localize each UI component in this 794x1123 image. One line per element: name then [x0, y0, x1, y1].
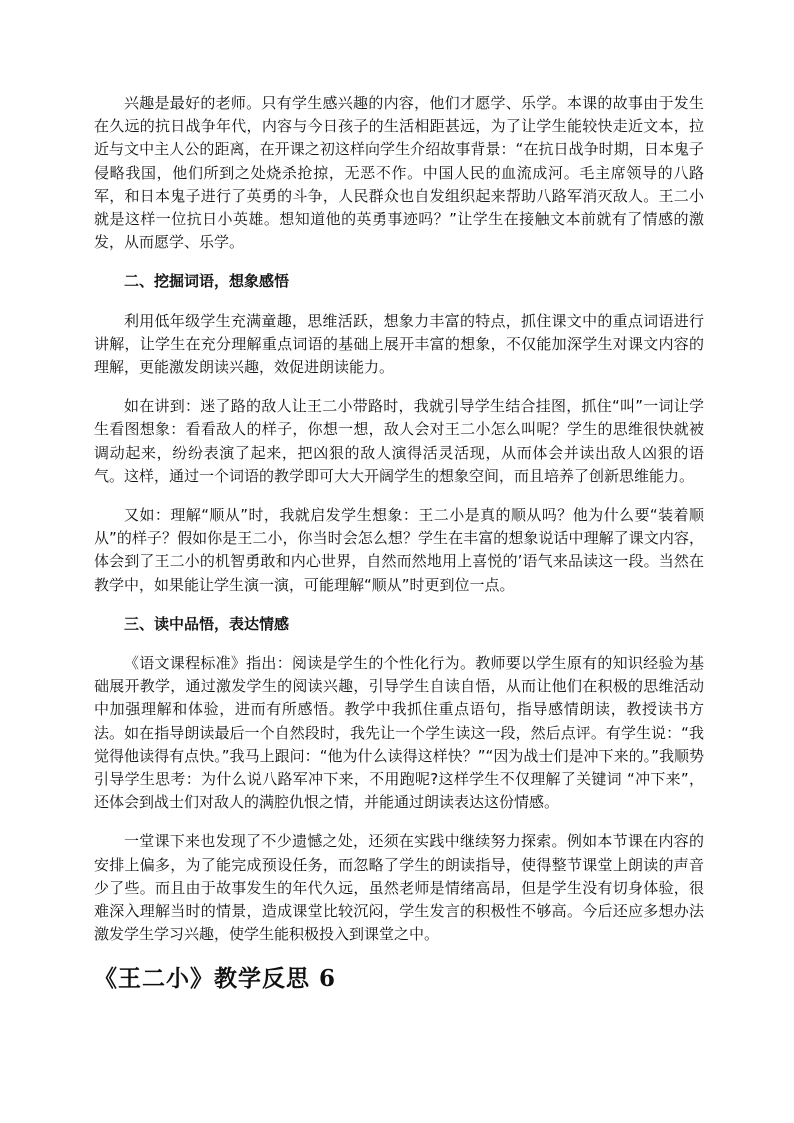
- paragraph-reading: 《语文课程标准》指出：阅读是学生的个性化行为。教师要以学生原有的知识经验为基础展开教学，通过激发学生的阅读兴趣，引导学生自读自悟，从而让他们在积极的思维活动中加强理解和体验，进而有所感悟。教学中我抓住重点语句，指导感情朗读，教授读书方法。如在指导朗读最后一个自然段时，我先让一个学生读这一段，然后点评。有学生说：“我觉得他读得有点快。”我马上跟问：“他为什么读得这样快？”“因为战士们是冲下来的。”我顺势引导学生思考：为什么说八路军冲下来，不用跑呢?这样学生不仅理解了关键词 “冲下来”，还体会到战士们对敌人的满腔仇恨之情，并能通过朗读表达这份情感。: [94, 654, 704, 812]
- section-heading-3: 三、读中品悟，表达情感: [124, 614, 290, 633]
- paragraph-example-obey: 又如：理解“顺从”时，我就启发学生想象：王二小是真的顺从吗？他为什么要“装着顺从”的样子？假如你是王二小，你当时会怎么想？学生在丰富的想象说话中理解了课文内容，体会到了王二小的机智勇敢和内心世界，自然而然地用上喜悦的’语气来品读这一段。当然在教学中，如果能让学生演一演，可能理解“顺从”时更到位一点。: [94, 506, 704, 594]
- paragraph-example-call: 如在讲到：迷了路的敌人让王二小带路时，我就引导学生结合挂图，抓住“叫”一词让学生看图想象：看看敌人的样子，你想一想，敌人会对王二小怎么叫呢？学生的思维很快就被调动起来，纷纷表演了起来，把凶狠的敌人演得活灵活现，从而体会并读出敌人凶狠的语气。这样，通过一个词语的教学即可大大开阔学生的想象空间，而且培养了创新思维能力。: [94, 397, 704, 485]
- section-heading-2: 二、挖掘词语，想象感悟: [124, 272, 290, 291]
- document-page: [94, 92, 704, 995]
- next-section-title: 《王二小》教学反思 6: [94, 964, 337, 992]
- paragraph-vocabulary: 利用低年级学生充满童趣，思维活跃，想象力丰富的特点，抓住课文中的重点词语进行讲解，让学生在充分理解重点词语的基础上展开丰富的想象，不仅能加深学生对课文内容的理解，更能激发朗读兴趣，效促进朗读能力。: [94, 311, 704, 377]
- paragraph-interest: 兴趣是最好的老师。只有学生感兴趣的内容，他们才愿学、乐学。本课的故事由于发生在久远的抗日战争年代，内容与今日孩子的生活相距甚远，为了让学生能较快走近文本，拉近与文中主人公的距离，在开课之初这样向学生介绍故事背景：“在抗日战争时期，日本鬼子侵略我国，他们所到之处烧杀抢掠，无恶不作。中国人民的血流成河。毛主席领导的八路军，和日本鬼子进行了英勇的斗争，人民群众也自发组织起来帮助八路军消灭敌人。王二小就是这样一位抗日小英雄。想知道他的英勇事迹吗？”让学生在接触文本前就有了情感的激发，从而愿学、乐学。: [94, 94, 704, 252]
- paragraph-reflection: 一堂课下来也发现了不少遗憾之处，还须在实践中继续努力探索。例如本节课在内容的安排上偏多，为了能完成预设任务，而忽略了学生的朗读指导，使得整节课堂上朗读的声音少了些。而且由于故事发生的年代久远，虽然老师是情绪高昂，但是学生没有切身体验，很难深入理解当时的情景，造成课堂比较沉闷，学生发言的积极性不够高。今后还应多想办法激发学生学习兴趣，使学生能积极投入到课堂之中。: [94, 832, 704, 944]
